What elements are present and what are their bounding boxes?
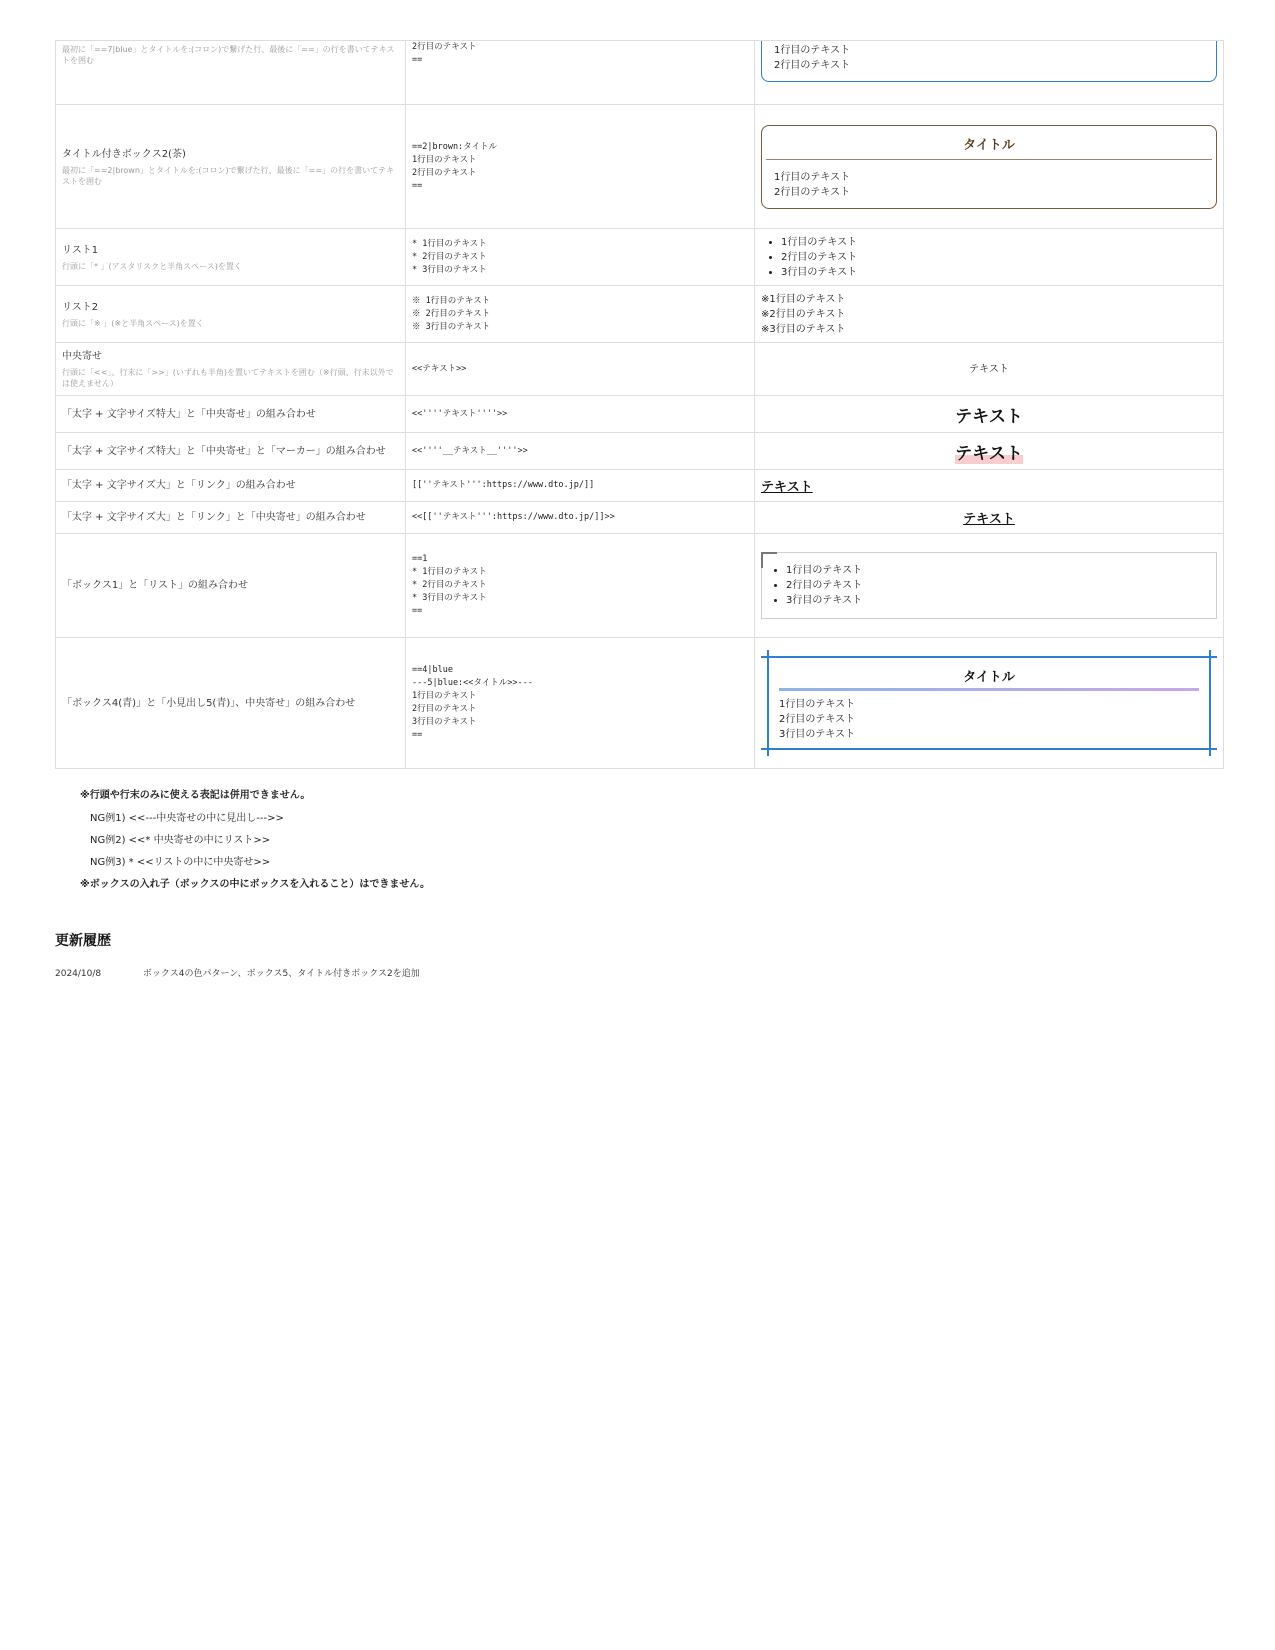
row-label-cell (56, 229, 406, 286)
row-label-cell (56, 286, 406, 343)
row-label: リスト2 (62, 301, 99, 313)
bullet-list (766, 563, 1206, 608)
box-line: 2行目のテキスト (774, 186, 851, 198)
text-link[interactable]: テキスト (761, 480, 813, 495)
ng-example: NG例1) <<---中央寄せの中に見出し--->> (90, 813, 284, 824)
row-code-cell (406, 502, 755, 534)
row-label-cell (56, 396, 406, 433)
code-line: ==4|blue (412, 665, 453, 675)
table-row (56, 343, 1224, 396)
code-line: == (412, 180, 423, 191)
box-line: 2行目のテキスト (774, 60, 851, 71)
code-line: == (412, 606, 423, 616)
code-line: 3行目のテキスト (412, 717, 477, 727)
row-label: リスト1 (62, 244, 99, 256)
code-line: ※ 1行目のテキスト (412, 295, 491, 306)
code-line: <<[[''テキスト''':https://www.dto.jp/]]>> (412, 512, 615, 522)
row-label-cell (56, 433, 406, 470)
row-label-cell (56, 343, 406, 396)
row-label-cell (56, 470, 406, 502)
box-line: 1行目のテキスト (774, 45, 851, 56)
table-row (56, 470, 1224, 502)
code-line: [[''テキスト''':https://www.dto.jp/]] (412, 480, 595, 490)
table-row (56, 534, 1224, 638)
list-item: • 2行目のテキスト (786, 578, 1206, 593)
row-code-cell (406, 41, 755, 105)
code-line: ==1 (412, 554, 428, 564)
note-text: ※ボックスの入れ子（ボックスの中にボックスを入れること）はできません。 (80, 879, 431, 890)
row-label: タイトル付きボックス2(茶) (62, 148, 186, 160)
list-item: ※2行目のテキスト (761, 308, 846, 320)
corner-mark (1209, 650, 1211, 660)
row-label-cell (56, 502, 406, 534)
code-line: ※ 3行目のテキスト (412, 321, 491, 332)
code-line: <<''''__テキスト__''''>> (412, 445, 528, 456)
box-title: タイトル (779, 666, 1199, 691)
box-line: 1行目のテキスト (774, 171, 851, 183)
row-result-cell (755, 286, 1224, 343)
centered-text-link[interactable]: テキスト (963, 512, 1015, 527)
table-row (56, 638, 1224, 769)
code-line: == (412, 730, 423, 740)
list-item: • 1行目のテキスト (781, 235, 1217, 250)
note-text: ※行頭や行末のみに使える表記は併用できません。 (80, 790, 311, 801)
box-line: 2行目のテキスト (779, 714, 856, 725)
table-row (56, 502, 1224, 534)
box4-blue (767, 656, 1211, 750)
code-line: * 2行目のテキスト (412, 580, 487, 590)
corner-mark (767, 746, 769, 756)
list-item: ※1行目のテキスト (761, 293, 846, 305)
row-desc: 行頭に「<<」、行末に「>>」(いずれも半角)を置いてテキストを囲む（※行頭、行末以外では使えません） (62, 368, 394, 388)
row-desc: 最初に「==2|brown」とタイトルを:(コロン)で繋げた行、最後に「==」の行を書いてテキストを囲む (62, 165, 395, 186)
row-result-cell (755, 229, 1224, 286)
corner-mark (767, 650, 769, 660)
row-code-cell (406, 433, 755, 470)
row-label: 「ボックス4(青)」と「小見出し5(青)」、中央寄せ」の組み合わせ (62, 697, 356, 709)
code-line: 2行目のテキスト (412, 42, 477, 52)
history-heading: 更新履歴 (55, 933, 111, 949)
history-text: ボックス4の色パターン、ボックス5、タイトル付きボックス2を追加 (142, 969, 420, 979)
code-line: <<テキスト>> (412, 363, 467, 374)
table-row (56, 433, 1224, 470)
list-item: • 3行目のテキスト (786, 593, 1206, 608)
bullet-list (761, 235, 1217, 280)
code-line: * 1行目のテキスト (412, 567, 487, 577)
row-result-cell (755, 502, 1224, 534)
big-bold-text: テキスト (955, 406, 1023, 427)
row-result-cell (755, 41, 1224, 105)
code-line: 2行目のテキスト (412, 167, 477, 178)
row-result-cell (755, 105, 1224, 229)
history-row (55, 966, 420, 979)
list-item: ※3行目のテキスト (761, 323, 846, 335)
row-label: 「太字 + 文字サイズ大」と「リンク」の組み合わせ (62, 480, 296, 491)
table-row (56, 105, 1224, 229)
list-item: • 2行目のテキスト (781, 250, 1217, 265)
code-line: * 2行目のテキスト (412, 251, 487, 262)
code-line: <<''''テキスト''''>> (412, 408, 508, 419)
row-label: 中央寄せ (62, 351, 102, 362)
table-row (56, 286, 1224, 343)
row-desc: 最初に「==7|blue」とタイトルを:(コロン)で繋げた行、最後に「==」の行を書いてテキストを囲む (62, 45, 395, 65)
code-line: 1行目のテキスト (412, 154, 477, 165)
row-code-cell (406, 534, 755, 638)
row-result-cell (755, 343, 1224, 396)
corner-mark (1209, 746, 1211, 756)
row-code-cell (406, 396, 755, 433)
corner-mark (761, 552, 777, 568)
history-date: 2024/10/8 (55, 969, 102, 979)
row-code-cell (406, 638, 755, 769)
row-result-cell (755, 433, 1224, 470)
row-result-cell (755, 396, 1224, 433)
corner-mark (761, 748, 771, 750)
row-label: 「ボックス1」と「リスト」の組み合わせ (62, 580, 249, 591)
table-row (56, 229, 1224, 286)
row-code-cell (406, 105, 755, 229)
code-line: * 3行目のテキスト (412, 593, 487, 603)
row-label-cell (56, 638, 406, 769)
code-line: * 1行目のテキスト (412, 238, 487, 249)
row-label: 「太字 + 文字サイズ特大」と「中央寄せ」と「マーカー」の組み合わせ (62, 445, 386, 457)
centered-text: テキスト (969, 363, 1009, 375)
box-title: タイトル (766, 126, 1212, 160)
code-line: ※ 2行目のテキスト (412, 308, 491, 319)
titled-box-blue (761, 41, 1217, 82)
row-desc: 行頭に「* 」(アスタリスクと半角スペース)を置く (62, 261, 242, 271)
row-desc: 行頭に「※ 」(※と半角スペース)を置く (62, 318, 204, 328)
code-line: ==2|brown:タイトル (412, 141, 498, 152)
code-line: * 3行目のテキスト (412, 264, 487, 275)
list-item: • 3行目のテキスト (781, 265, 1217, 280)
row-label: 「太字 + 文字サイズ特大」と「中央寄せ」の組み合わせ (62, 408, 316, 420)
row-label-cell (56, 534, 406, 638)
box1 (761, 552, 1217, 619)
table-row (56, 396, 1224, 433)
row-result-cell (755, 638, 1224, 769)
box-line: 3行目のテキスト (779, 729, 856, 740)
row-label-cell (56, 105, 406, 229)
ng-example: NG例2) <<* 中央寄せの中にリスト>> (90, 835, 271, 846)
corner-mark (761, 656, 771, 658)
kome-list (761, 292, 1217, 337)
row-label-cell (56, 41, 406, 105)
row-result-cell (755, 534, 1224, 638)
box-line: 1行目のテキスト (779, 699, 856, 710)
row-label: 「太字 + 文字サイズ大」と「リンク」と「中央寄せ」の組み合わせ (62, 512, 366, 523)
table-row (56, 41, 1224, 105)
row-code-cell (406, 229, 755, 286)
ng-example: NG例3) * <<リストの中に中央寄せ>> (90, 857, 271, 868)
marker-text: テキスト (955, 443, 1023, 464)
notes-section (80, 786, 430, 898)
titled-box-brown (761, 125, 1217, 209)
code-line: 2行目のテキスト (412, 704, 477, 714)
code-line: ---5|blue:<<タイトル>>--- (412, 678, 533, 688)
row-result-cell (755, 470, 1224, 502)
row-code-cell (406, 470, 755, 502)
row-code-cell (406, 286, 755, 343)
row-code-cell (406, 343, 755, 396)
notation-table (55, 40, 1224, 769)
list-item: • 1行目のテキスト (786, 563, 1206, 578)
code-line: 1行目のテキスト (412, 691, 477, 701)
code-line: == (412, 55, 423, 65)
